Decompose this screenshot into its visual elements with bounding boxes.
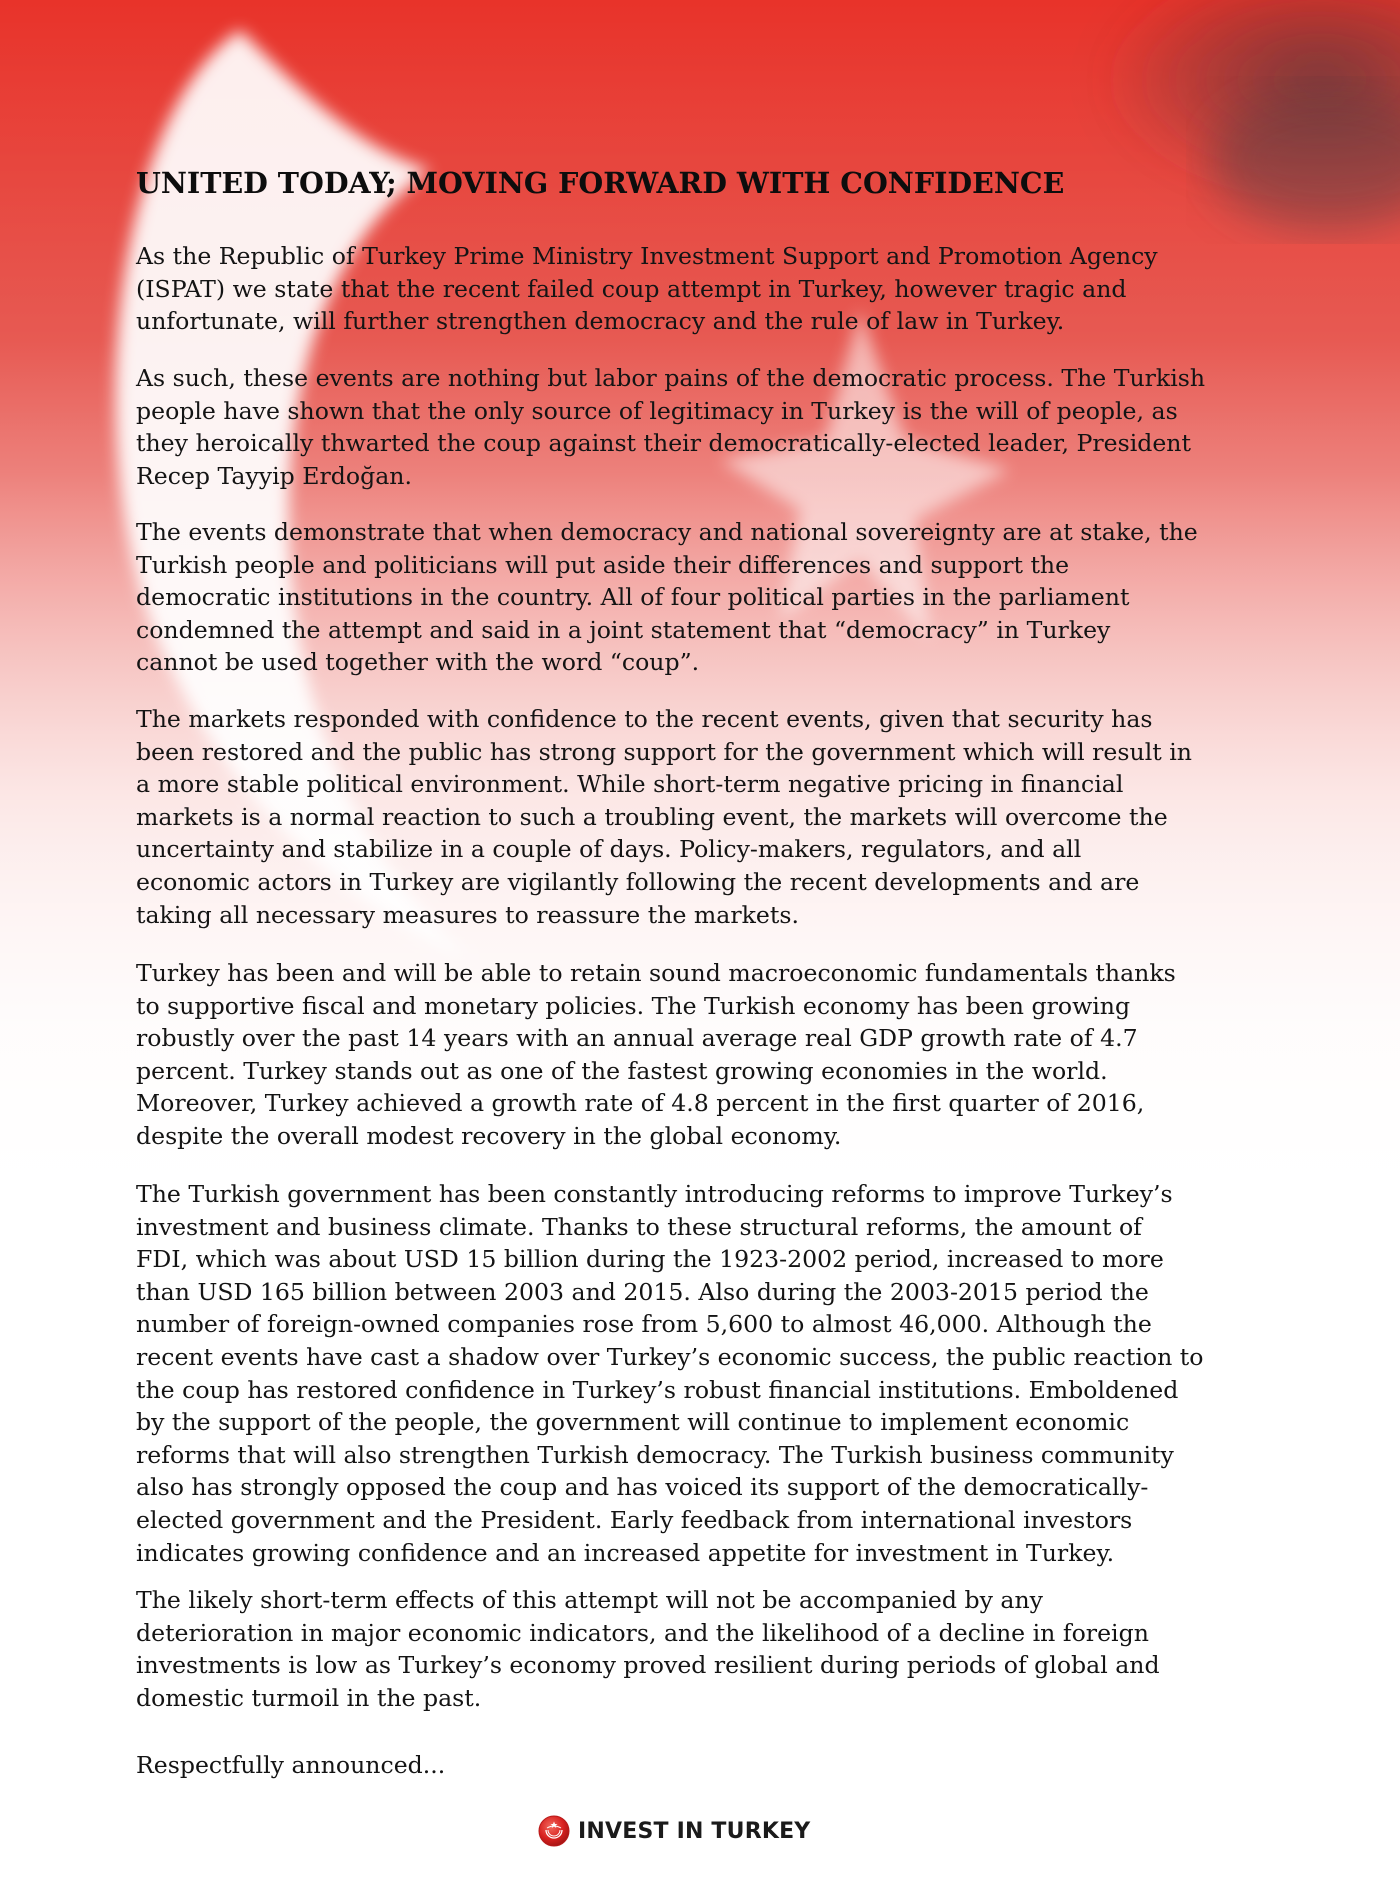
text-line: investment and business climate. Thanks to these structural reforms, the amount of xyxy=(136,1212,1142,1241)
text-line: elected government and the President. Early feedback from international investors xyxy=(136,1505,1133,1534)
text-line: The events demonstrate that when democracy and national sovereignty are at stake, the xyxy=(136,518,1198,546)
text-line: a more stable political environment. While short-term negative pricing in financial xyxy=(136,770,1124,799)
paragraph xyxy=(136,516,1296,679)
page-title: UNITED TODAY; MOVING FORWARD WITH CONFIDENCE xyxy=(136,166,1065,200)
text-line: unfortunate, will further strengthen democracy and the rule of law in Turkey. xyxy=(136,307,1065,336)
text-line: to supportive fiscal and monetary policies. The Turkish economy has been growing xyxy=(136,991,1131,1020)
text-line: robustly over the past 14 years with an annual average real GDP growth rate of 4.7 xyxy=(136,1024,1138,1053)
text-line: (ISPAT) we state that the recent failed coup attempt in Turkey, however tragic and xyxy=(136,274,1127,303)
text-line: Recep Tayyip Erdoğan. xyxy=(136,461,412,490)
paragraph xyxy=(136,703,1296,931)
text-line: As the Republic of Turkey Prime Ministry Investment Support and Promotion Agency xyxy=(136,242,1158,270)
text-line: investments is low as Turkey’s economy proved resilient during periods of global and xyxy=(136,1651,1160,1680)
text-line: The likely short-term effects of this attempt will not be accompanied by any xyxy=(136,1586,1044,1614)
text-line: number of foreign-owned companies rose from 5,600 to almost 46,000. Although the xyxy=(136,1310,1152,1339)
text-line: As such, these events are nothing but labor pains of the democratic process. The Turkish xyxy=(136,364,1206,392)
text-line: than USD 165 billion between 2003 and 2015. Also during the 2003-2015 period the xyxy=(136,1277,1149,1306)
text-line: uncertainty and stabilize in a couple of days. Policy-makers, regulators, and all xyxy=(136,835,1082,864)
invest-in-turkey-logo xyxy=(538,1814,810,1848)
text-line: recent events have cast a shadow over Turkey’s economic success, the public reaction to xyxy=(136,1342,1204,1371)
text-line: domestic turmoil in the past. xyxy=(136,1683,482,1712)
text-line: Turkish people and politicians will put aside their differences and support the xyxy=(136,550,1070,579)
text-line: people have shown that the only source of legitimacy in Turkey is the will of people, as xyxy=(136,396,1178,425)
text-line: percent. Turkey stands out as one of the fastest growing economies in the world. xyxy=(136,1056,1108,1085)
text-line: reforms that will also strengthen Turkish democracy. The Turkish business community xyxy=(136,1440,1174,1469)
closing-line: Respectfully announced... xyxy=(136,1751,446,1779)
paragraph xyxy=(136,957,1296,1153)
text-line: cannot be used together with the word “coup”. xyxy=(136,648,700,677)
text-line: taking all necessary measures to reassure the markets. xyxy=(136,900,799,929)
text-line: condemned the attempt and said in a joint statement that “democracy” in Turkey xyxy=(136,615,1111,644)
text-line: indicates growing confidence and an increased appetite for investment in Turkey. xyxy=(136,1538,1115,1567)
invest-in-turkey-emblem-icon xyxy=(538,1815,570,1847)
text-line: democratic institutions in the country. All of four political parties in the parliament xyxy=(136,583,1130,612)
paragraph xyxy=(136,240,1296,338)
text-line: been restored and the public has strong support for the government which will result in xyxy=(136,737,1192,766)
text-line: by the support of the people, the government will continue to implement economic xyxy=(136,1408,1130,1437)
logo-text: INVEST IN TURKEY xyxy=(578,1818,811,1844)
text-line: The markets responded with confidence to the recent events, given that security has xyxy=(136,705,1153,733)
paragraph xyxy=(136,362,1296,492)
text-line: they heroically thwarted the coup against their democratically-elected leader, President xyxy=(136,429,1191,458)
text-line: The Turkish government has been constantly introducing reforms to improve Turkey’s xyxy=(136,1180,1173,1208)
text-line: markets is a normal reaction to such a troubling event, the markets will overcome the xyxy=(136,802,1168,831)
text-line: Moreover, Turkey achieved a growth rate of 4.8 percent in the first quarter of 2016, xyxy=(136,1089,1145,1118)
paragraph xyxy=(136,1584,1296,1714)
text-line: FDI, which was about USD 15 billion during the 1923-2002 period, increased to more xyxy=(136,1245,1164,1274)
text-line: Turkey has been and will be able to retain sound macroeconomic fundamentals thanks xyxy=(136,959,1176,987)
text-line: the coup has restored confidence in Turkey’s robust financial institutions. Emboldened xyxy=(136,1375,1179,1404)
text-line: economic actors in Turkey are vigilantly following the recent developments and are xyxy=(136,867,1140,896)
text-line: deterioration in major economic indicators, and the likelihood of a decline in foreign xyxy=(136,1618,1149,1647)
text-line: despite the overall modest recovery in the global economy. xyxy=(136,1121,842,1150)
paragraph xyxy=(136,1178,1296,1569)
text-line: also has strongly opposed the coup and has voiced its support of the democratically- xyxy=(136,1473,1149,1502)
